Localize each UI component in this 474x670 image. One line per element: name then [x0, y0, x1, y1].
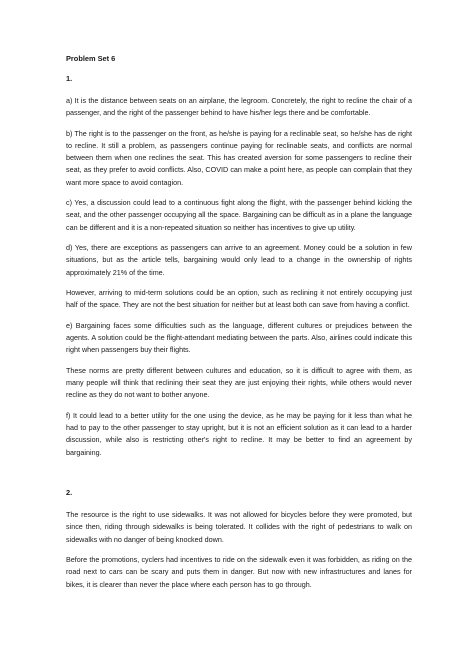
- answer-1d: d) Yes, there are exceptions as passengers can arrive to an agreement. Money could be a solution in few situations, but as the article tells, bargaining would only lead to a change in the ownership of rights approximately 21% of the time.: [66, 243, 412, 277]
- answer-1d-continued: However, arriving to mid-term solutions could be an option, such as reclining it not entirely occupying just half of the space. They are not the best situation for neither but at least both can save from having a conflict.: [66, 288, 412, 310]
- answer-1e-continued: These norms are pretty different between cultures and education, so it is difficult to agree with them, as many people will think that reclining their seat they are just enjoying their rights, while others would never recline as they do not want to bother anyone.: [66, 366, 412, 400]
- document-title: Problem Set 6: [66, 54, 116, 63]
- section-spacer: [66, 467, 412, 488]
- question-2-number: 2.: [66, 488, 73, 498]
- answer-2-paragraph-1: The resource is the right to use sidewalks. It was not allowed for bicycles before they were promoted, but since then, riding through sidewalks is being tolerated. It collides with the right of pedestrians to walk on sidewalks with no danger of being knocked down.: [66, 510, 412, 544]
- question-1-number: 1.: [66, 74, 73, 83]
- answer-1e: e) Bargaining faces some difficulties such as the language, different cultures or prejudices between the agents. A solution could be the flight-attendant mediating between the parts. Also, airlines could indicate this right when passengers buy their flights.: [66, 321, 412, 355]
- answer-2-paragraph-2: Before the promotions, cyclers had incentives to ride on the sidewalk even it was forbidden, as riding on the road next to cars can be scary and puts them in danger. But now with new infrastructures and lanes for bikes, it is clearer than never the place where each person has to go through.: [66, 555, 412, 589]
- answer-1a: a) It is the distance between seats on an airplane, the legroom. Concretely, the right to recline the chair of a passenger, and the right of the passenger behind to have his/her legs there and be comfortable.: [66, 96, 412, 118]
- answer-1b: b) The right is to the passenger on the front, as he/she is paying for a reclinable seat, so he/she has de right to recline. It still a problem, as passengers continue paying for reclinable seats, and conflicts are normal between them when one reclines the seat. This has created aversion for some passengers to recline their seat, as they prefer to avoid conflicts. Also, COVID can make a point here, as people can complain that they want more space to avoid contagion.: [66, 128, 412, 187]
- answer-1c: c) Yes, a discussion could lead to a continuous fight along the flight, with the passenger behind kicking the seat, and the other passenger occupying all the space. Bargaining can be difficult as in a plane the language can be different and it is a non-repeated situation so neither has incentives to give up utility.: [66, 198, 412, 232]
- answer-1f: f) It could lead to a better utility for the one using the device, as he may be paying for it less than what he had to pay to the other passenger to stay upright, but it is not an efficient solution as it can lead to a harder discussion, while also is restricting other's right to recline. It may be better to find an agreement by bargaining.: [66, 411, 412, 457]
- document-body: [66, 54, 412, 599]
